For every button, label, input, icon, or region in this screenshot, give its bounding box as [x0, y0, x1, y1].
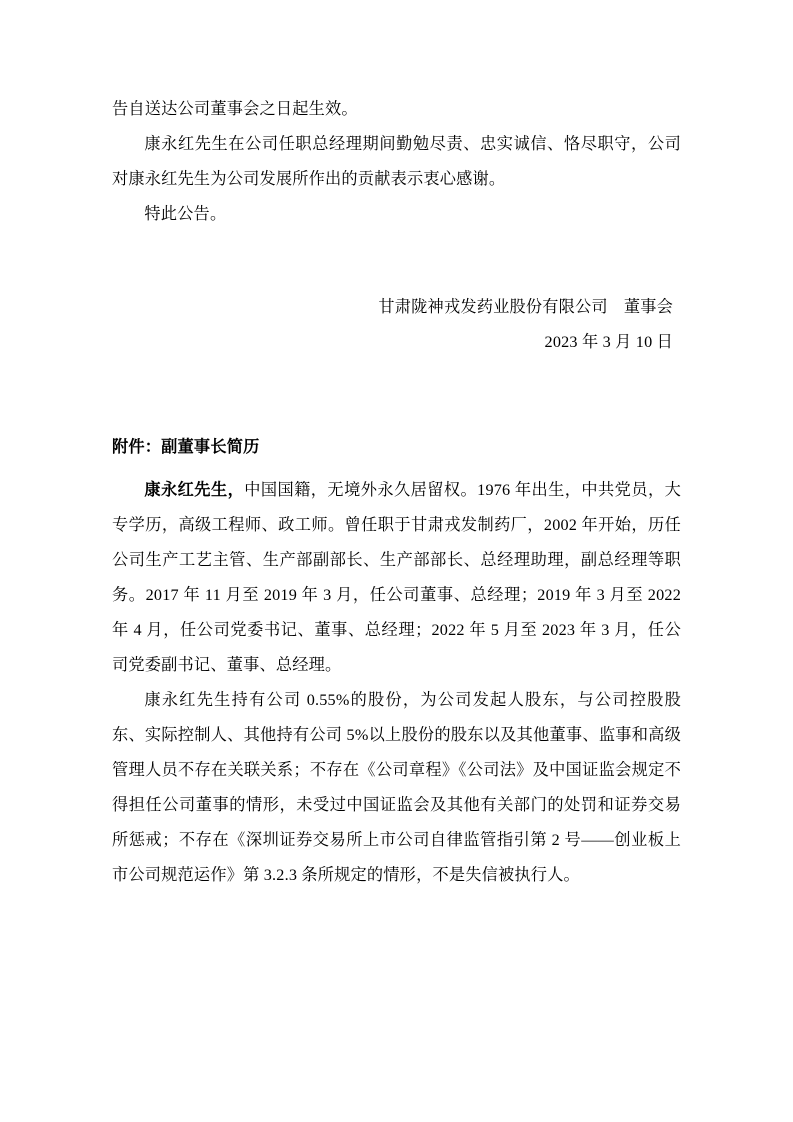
bio-paragraph-career: [112, 473, 681, 683]
paragraph-continuation: 告自送达公司董事会之日起生效。: [112, 100, 358, 118]
signature-issuer: 董事会: [623, 298, 673, 316]
signature-block: [112, 290, 681, 360]
paragraph-appreciation: 康永红先生在公司任职总经理期间勤勉尽责、忠实诚信、恪尽职守，公司对康永红先生为公司发展所作出的贡献表示衷心感谢。: [112, 135, 681, 188]
bio-person-name: 康永红先生，: [144, 481, 245, 499]
attachment-title: 附件：副董事长简历: [112, 438, 260, 456]
signature-date: 2023 年 3 月 10 日: [544, 333, 673, 351]
bio-career-text: 中国国籍，无境外永久居留权。1976 年出生，中共党员，大专学历，高级工程师、政工师。曾任职于甘肃戎发制药厂，2002 年开始，历任公司生产工艺主管、生产部副部长、生产部部长、总经理助理，副总经理等职务。2017 年 11 月至 2019 年 3 月，任公司董事、总经理；2019 年 3 月至 2022 年 4 月，任公司党委书记、董事、总经理；2022 年 5 月至 2023 年 3 月，任公司党委副书记、董事、总经理。: [112, 481, 681, 674]
signature-company-line: [112, 290, 681, 325]
signature-company: 甘肃陇神戎发药业股份有限公司: [378, 298, 608, 316]
bio-paragraph-shareholding: 康永红先生持有公司 0.55%的股份，为公司发起人股东，与公司控股股东、实际控制人、其他持有公司 5%以上股份的股东以及其他董事、监事和高级管理人员不存在关联关系；不存在《公司章程》《公司法》及中国证监会规定不得担任公司董事的情形，未受过中国证监会及其他有关部门的处罚和证券交易所惩戒；不存在《深圳证券交易所上市公司自律监管指引第 2 号——创业板上市公司规范运作》第 3.2.3 条所规定的情形，不是失信被执行人。: [112, 691, 681, 884]
bio-section: [112, 473, 681, 893]
paragraph-announcement-close: 特此公告。: [144, 205, 227, 223]
